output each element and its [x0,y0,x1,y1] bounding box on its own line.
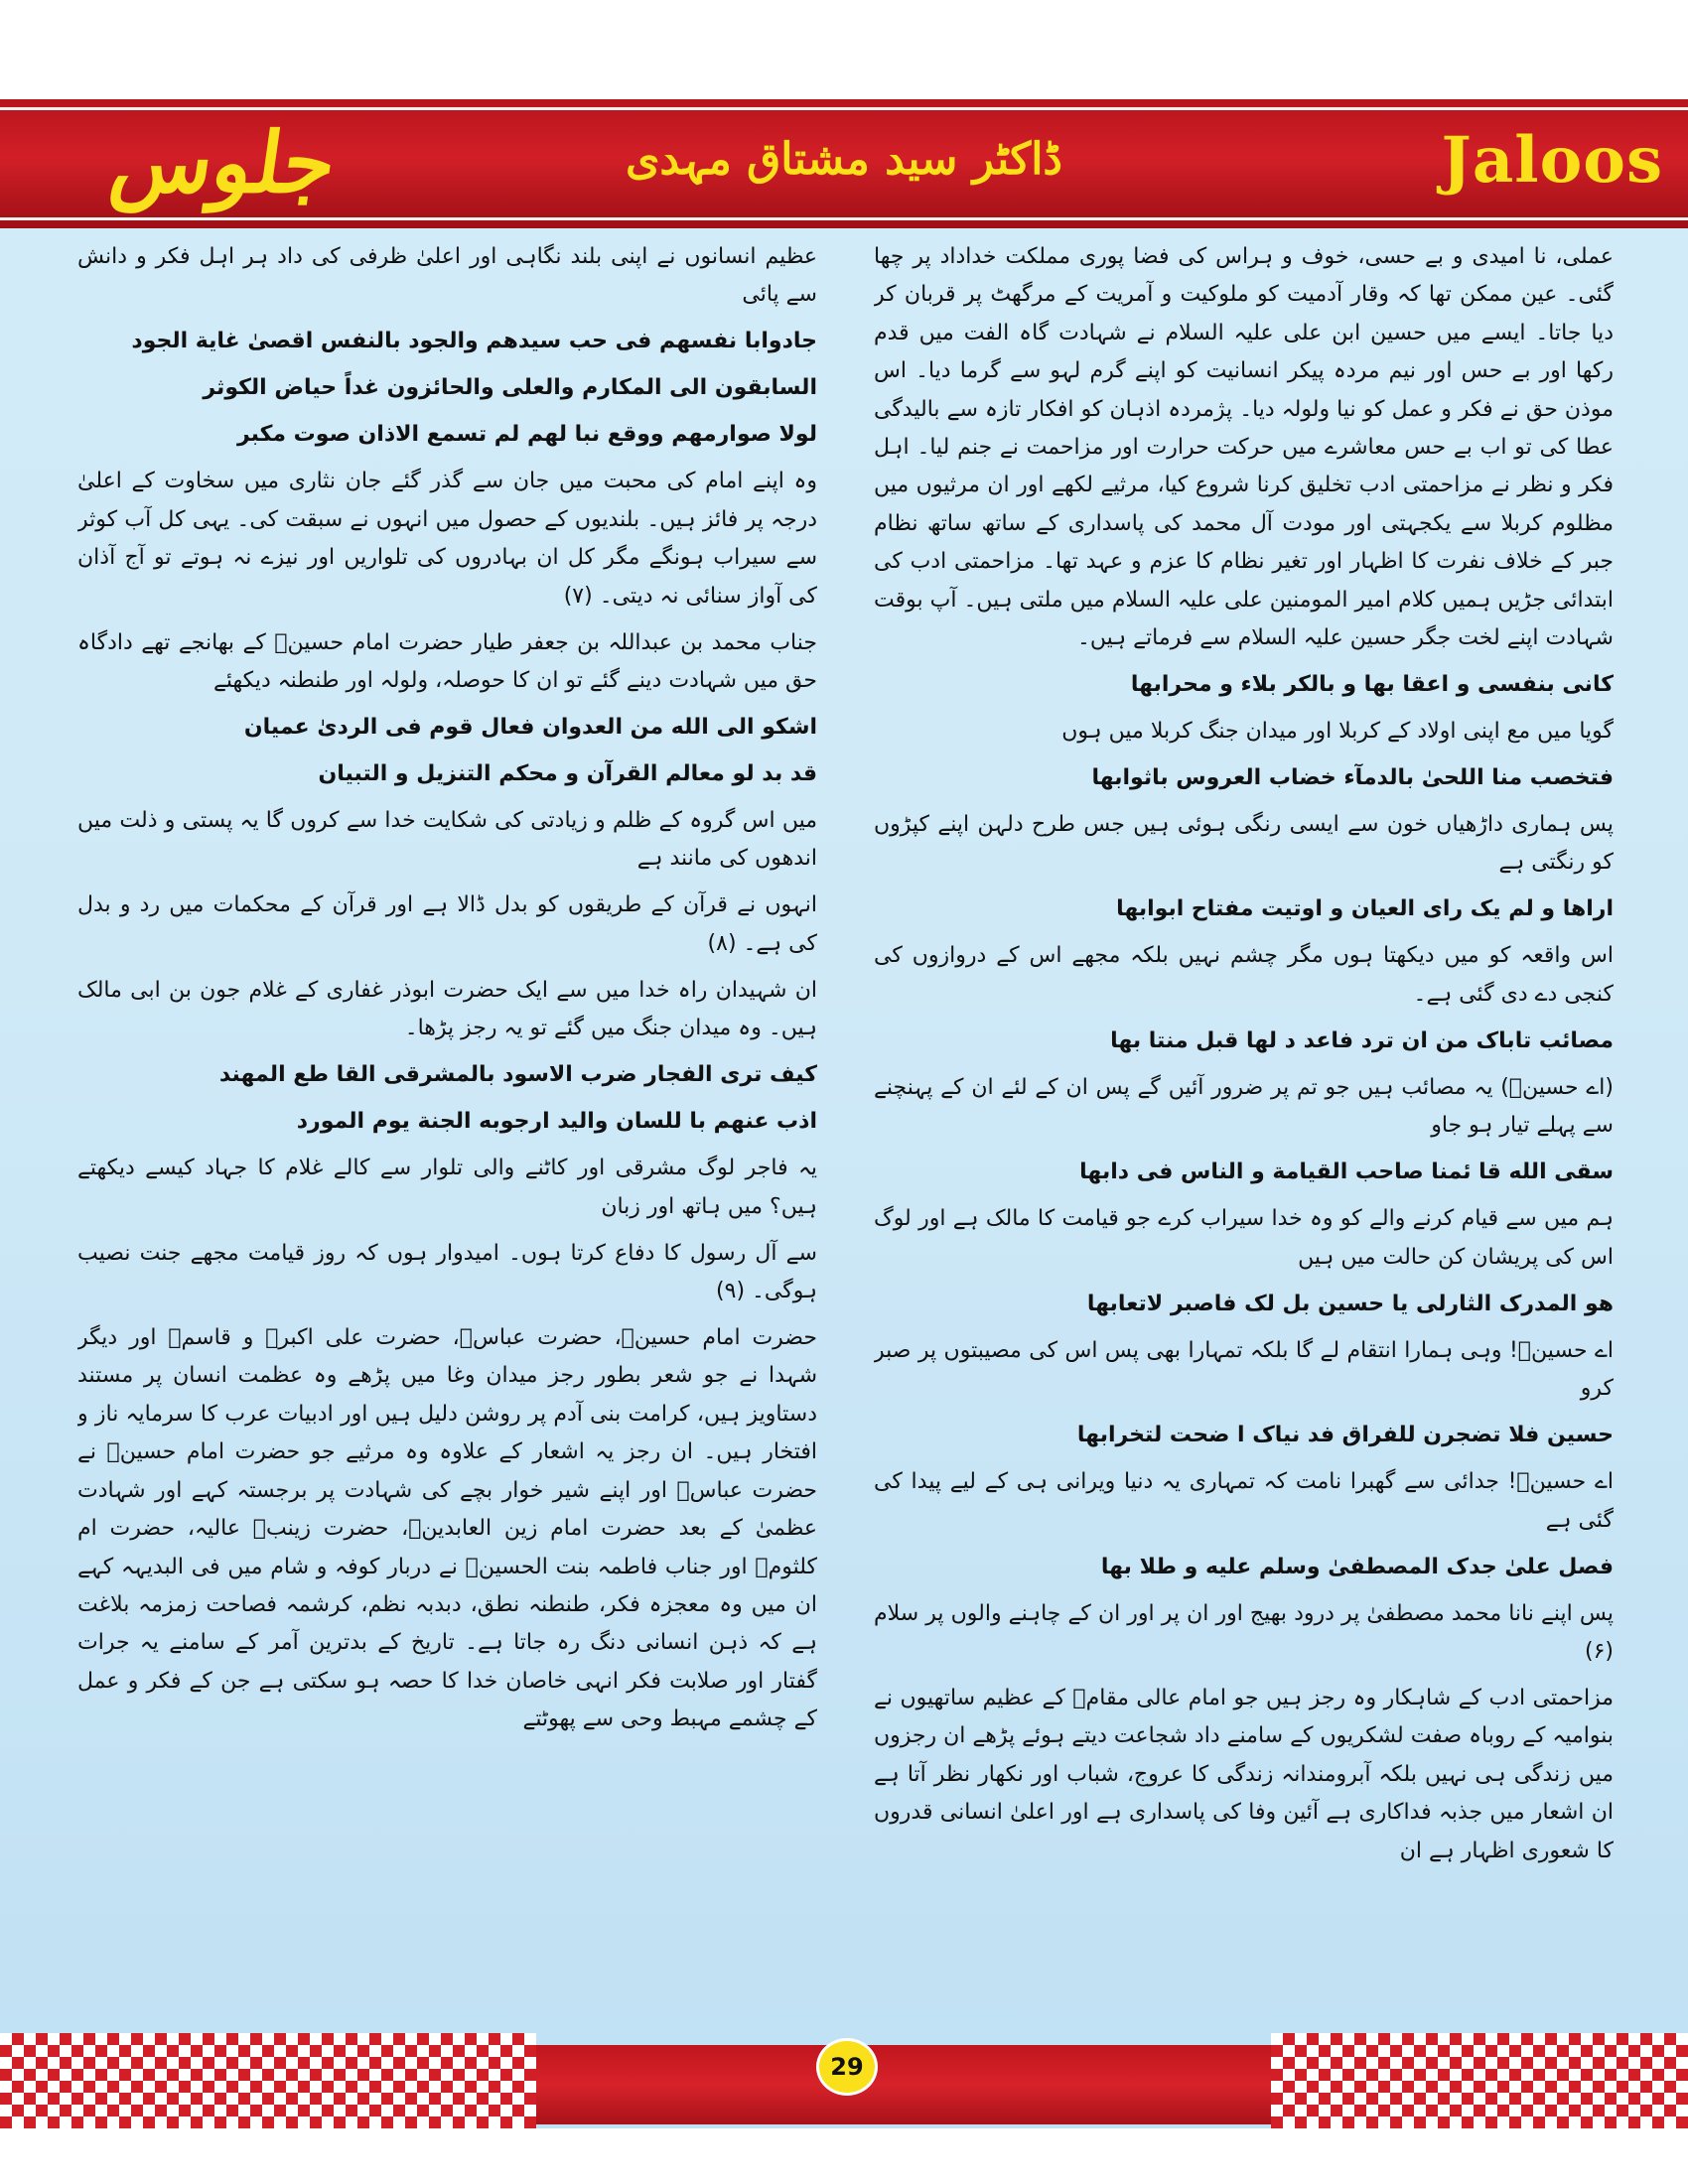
verse-line: فتخصب منا اللحیٰ بالدمآء خضاب العروس باثوابها [1091,765,1614,791]
header-top-rule [0,107,1688,110]
paragraph: اس واقعہ کو میں دیکھتا ہوں مگر چشم نہیں بلکہ مجھے اس کے دروازوں کی کنجی دے دی گئی ہے۔ [874,943,1614,1007]
verse-line: قد بد لو معالم القرآن و محکم التنزیل و التبیان [318,761,817,787]
paragraph: یہ فاجر لوگ مشرقی اور کاٹنے والی تلوار سے کالے غلام کا جہاد کیسے دیکھتے ہیں؟ میں ہاتھ اور زبان [77,1156,817,1219]
verse-line: السابقون الی المکارم والعلی والحائزون غداً حیاض الکوثر [203,375,817,401]
verse-line: اشکو الی الله من العدوان فعال قوم فی الردیٰ عمیان [243,715,817,741]
left-text-column [77,238,817,2025]
paragraph: حضرت امام حسینؑ، حضرت عباسؑ، حضرت علی اکبرؑ و قاسمؑ اور دیگر شہدا نے جو شعر بطور رجز میدان وغا میں پڑھے وہ عظمت انسان پر مستند دستاویز ہیں، کرامت بنی آدم پر روشن دلیل ہیں اور ادبیات عرب کا سرمایہ ناز و افتخار ہیں۔ ان رجز یہ اشعار کے علاوہ وہ مرثیے جو حضرت امام حسینؑ نے حضرت عباسؑ اور اپنے شیر خوار بچے کی شہادت پر برجستہ کہے اور شہادت عظمیٰ کے بعد حضرت امام زین العابدینؑ، حضرت زینبؑ عالیہ، حضرت ام کلثومؑ اور جناب فاطمہ بنت الحسینؑ نے دربار کوفہ و شام میں فی البدیہہ کہے ان میں وہ معجزہ فکر، طنطنہ نطق، دبدبہ نظم، کرشمہ فصاحت زمزمہ بلاغت ہے کہ ذہن انسانی دنگ رہ جاتا ہے۔ تاریخ کے بدترین آمر کے سامنے یہ جرات گفتار اور صلابت فکر انہی خاصان خدا کا حصہ ہو سکتی ہے جن کے فکر و عمل کے چشمے مہبط وحی سے پھوٹتے [77,1325,817,1732]
top-margin [0,0,1688,99]
verse-line: اراها و لم یک رای العیان و اوتیت مفتاح ابوابها [1116,896,1614,922]
paragraph: پس ہماری داڑھیاں خون سے ایسی رنگی ہوئی ہیں جس طرح دلہن اپنے کپڑوں کو رنگتی ہے [874,812,1614,876]
article-author: ڈاکٹر سید مشتاق مہدی [625,134,1063,185]
verse-line: حسین فلا تضجرن للفراق فد نیاک ا ضحت لتخرابها [1076,1423,1614,1448]
paragraph: سے آل رسول کا دفاع کرتا ہوں۔ امیدوار ہوں کہ روز قیامت مجھے جنت نصیب ہوگی۔ (۹) [77,1240,817,1304]
paragraph: وہ اپنے امام کی محبت میں جان سے گذر گئے جان نثاری میں سخاوت کے اعلیٰ درجہ پر فائز ہیں۔ بلندیوں کے حصول میں انہوں نے سبقت کی۔ یہی کل آب کوثر سے سیراب ہونگے مگر کل ان بہادروں کی تلواریں اور نیزے نہ ہوتے تو آج آذان کی آواز سنائی نہ دیتی۔ (۷) [77,469,817,609]
paragraph: عملی، نا امیدی و بے حسی، خوف و ہراس کی فضا پوری مملکت خداداد پر چھا گئی۔ عین ممکن تھا کہ وقار آدمیت کو ملوکیت و آمریت کے مرگھٹ پر قربان کر دیا جاتا۔ ایسے میں حسین ابن علی علیہ السلام نے شہادت گاہ الفت میں قدم رکھا اور بے حس اور نیم مردہ پیکر انسانیت کو اپنے گرم لہو سے گرما دیا۔ اس موذن حق نے فکر و عمل کو نیا ولولہ دیا۔ پژمردہ اذہان کو افکار تازہ سے بالیدگی عطا کی تو اب بے حس معاشرے میں حرکت حرارت اور مزاحمت نے جنم لیا۔ اہل فکر و نظر نے مزاحمتی ادب تخلیق کرنا شروع کیا، مرثیے لکھے اور ان مرثیوں میں مظلوم کربلا سے یکجہتی اور مودت آل محمد کی پاسداری کے ساتھ ساتھ نظام جبر کے خلاف نفرت کا اظہار اور تغیر نظام کا عزم و عہد تھا۔ مزاحمتی ادب کی ابتدائی جڑیں ہمیں کلام امیر المومنین علی علیہ السلام میں ملتی ہیں۔ آپ بوقت شہادت اپنے لخت جگر حسین علیہ السلام سے فرماتے ہیں۔ [874,244,1614,651]
verse-line: کیف تری الفجار ضرب الاسود بالمشرقی القا طع المهند [218,1062,817,1088]
checkered-pattern-left [0,2033,536,2128]
paragraph: پس اپنے نانا محمد مصطفیٰ پر درود بھیج اور ان پر اور ان کے چاہنے والوں پر سلام (۶) [874,1600,1614,1664]
paragraph: جناب محمد بن عبداللہ بن جعفر طیار حضرت امام حسینؑ کے بھانجے تھے دادگاہ حق میں شہادت دینے گئے تو ان کا حوصلہ، ولولہ اور طنطنہ دیکھئے [77,629,817,694]
verse-line: فصل علیٰ جدک المصطفیٰ وسلم علیه و طلا بها [1100,1554,1614,1579]
verse-line: لولا صوارمهم ووقع نبا لهم لم تسمع الاذان صوت مکبر [236,422,817,448]
verse-line: جادوابا نفسهم فی حب سیدهم والجود بالنفس اقصیٰ غایة الجود [131,329,817,354]
paragraph: اے حسینؑ! جدائی سے گھبرا نامت کہ تمہاری یہ دنیا ویرانی ہی کے لیے پیدا کی گئی ہے [874,1469,1614,1533]
paragraph: عظیم انسانوں نے اپنی بلند نگاہی اور اعلیٰ ظرفی کی داد ہر اہل فکر و دانش سے پائی [77,244,817,308]
header-bottom-rule [0,217,1688,220]
paragraph: ان شہیدان راہ خدا میں سے ایک حضرت ابوذر غفاری کے غلام جون بن ابی مالک ہیں۔ وہ میدان جنگ میں گئے تو یہ رجز پڑھا۔ [77,977,817,1041]
paragraph: ہم میں سے قیام کرنے والے کو وہ خدا سیراب کرے جو قیامت کا مالک ہے اور لوگ اس کی پریشان کن حالت میں ہیں [874,1206,1614,1270]
paragraph: اے حسینؑ! وہی ہمارا انتقام لے گا بلکہ تمہارا بھی پس اس کی مصیبتوں پر صبر کرو [874,1337,1614,1402]
paragraph: انہوں نے قرآن کے طریقوں کو بدل ڈالا ہے اور قرآن کے محکمات میں رد و بدل کی ہے۔ (۸) [77,892,817,956]
verse-line: اذب عنهم با للسان والید ارجوبه الجنة یوم المورد [296,1109,817,1135]
paragraph: (اے حسینؑ) یہ مصائب ہیں جو تم پر ضرور آئیں گے پس ان کے لئے ان کے پہنچنے سے پہلے تیار ہو جاو [874,1074,1614,1139]
verse-line: سقی الله قا ئمنا صاحب القیامة و الناس فی دابها [1079,1160,1614,1185]
magazine-logo-urdu: جلوس [104,113,343,211]
checkered-pattern-right [1271,2033,1688,2128]
right-text-column [874,238,1614,2025]
paragraph: مزاحمتی ادب کے شاہکار وہ رجز ہیں جو امام عالی مقامؑ کے عظیم ساتھیوں نے بنوامیہ کے روباہ صفت لشکریوں کے سامنے داد شجاعت دیتے ہوئے پڑھے ان رجزوں میں زندگی ہی نہیں بلکہ آبرومندانہ زندگی کا عروج، شباب اور نکھار نظر آتا ہے ان اشعار میں جذبہ فداکاری ہے آئین وفا کی پاسداری ہے اور اعلیٰ انسانی قدروں کا شعوری اظہار ہے ان [874,1685,1614,1863]
paragraph: گویا میں مع اپنی اولاد کے کربلا اور میدان جنگ کربلا میں ہوں [1061,719,1614,745]
magazine-logo-english: Jaloos [1441,123,1663,198]
verse-line: هو المدرک الثارلی یا حسین بل لک فاصبر لاتعابها [1086,1291,1614,1316]
verse-line: کانی بنفسی و اعقا بها و بالکر بلاء و محرابها [1130,672,1614,698]
bottom-margin [0,2128,1688,2184]
verse-line: مصائب تاباک من ان ترد فاعد د لها قبل منتا بها [1110,1027,1614,1053]
page-number: 29 [816,2038,878,2096]
paragraph: میں اس گروہ کے ظلم و زیادتی کی شکایت خدا سے کروں گا یہ پستی و ذلت میں اندھوں کی مانند ہے [77,808,817,872]
